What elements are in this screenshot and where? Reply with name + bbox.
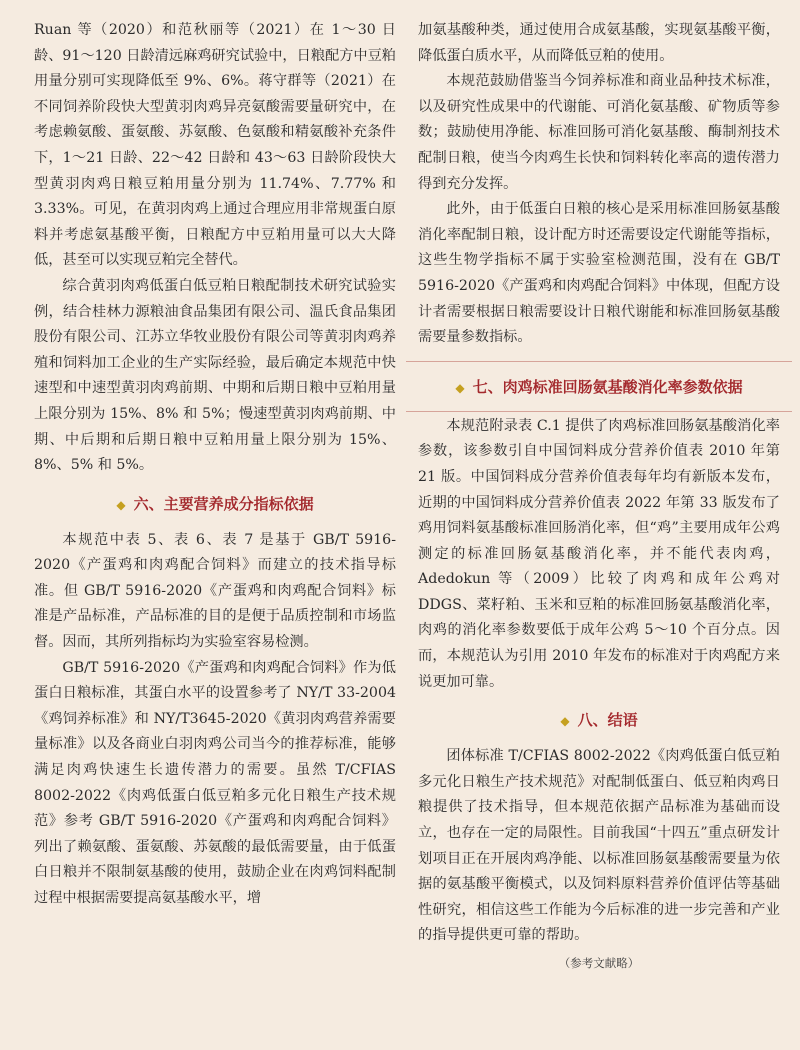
paragraph: Ruan 等（2020）和范秋丽等（2021）在 1～30 日龄、91～120 日龄清远麻鸡研究试验中，日粮配方中豆粕用量分别可实现降低至 9%、6%。蒋守群等（2021）在不同饲养阶段快大型黄羽肉鸡异亮氨酸需要量研究中，在考虑赖氨酸、蛋氨酸、苏氨酸、色氨酸和精氨酸补充条件下，1～21 日龄、22～42 日龄和 43～63 日龄阶段快大型黄羽肉鸡日粮豆粕用量分别为 11.74%、7.77% 和 3.33%。可见，在黄羽肉鸡上通过合理应用非常规蛋白原料并考虑氨基酸平衡，日粮配方中豆粕用量可以大大降低，甚至可以实现豆粕完全替代。 (34, 22, 396, 269)
section-heading-text: 八、结语 (577, 711, 638, 730)
diamond-icon: ◆ (560, 714, 570, 729)
diamond-icon: ◆ (116, 497, 126, 512)
paragraph: 综合黄羽肉鸡低蛋白低豆粕日粮配制技术研究试验实例，结合桂林力源粮油食品集团有限公司、温氏食品集团股份有限公司、江苏立华牧业股份有限公司等黄羽肉鸡养殖和饲料加工企业的生产实际经验，最后确定本规范中快速型和中速型黄羽肉鸡前期、中期和后期日粮中豆粕用量上限分别为 15%、8% 和 5%；慢速型黄羽肉鸡前期、中期、中后期和后期日粮中豆粕用量上限分别为 15%、8%、5% 和 5%。 (34, 277, 396, 474)
divider (406, 361, 792, 362)
paragraph: 此外，由于低蛋白日粮的核心是采用标准回肠氨基酸消化率配制日粮，设计配方时还需要设定代谢能等指标，这些生物学指标不属于实验室检测范围，没有在 GB/T 5916-2020《产蛋鸡和肉鸡配合饲料》中体现，但配方设计者需要根据日粮需要设计日粮代谢能和标准回肠氨基酸需要量参数指标。 (418, 201, 780, 346)
left-column (34, 18, 396, 912)
section-heading-6 (34, 491, 396, 518)
divider (406, 411, 792, 412)
references-note: （参考文献略） (558, 956, 640, 970)
paragraph: 加氨基酸种类，通过使用合成氨基酸，实现氨基酸平衡，降低蛋白质水平，从而降低豆粕的使用。 (418, 22, 780, 64)
paragraph: GB/T 5916-2020《产蛋鸡和肉鸡配合饲料》作为低蛋白日粮标准，其蛋白水平的设置参考了 NY/T 33-2004《鸡饲养标准》和 NY/T3645-2020《黄羽肉鸡营养需要量标准》以及各商业白羽肉鸡公司当今的推荐标准，能够满足肉鸡快速生长遗传潜力的需要。虽然 T/CFIAS 8002-2022《肉鸡低蛋白低豆粕多元化日粮生产技术规范》参考 GB/T 5916-2020《产蛋鸡和肉鸡配合饲料》列出了赖氨酸、蛋氨酸、苏氨酸的最低需要量，由于低蛋白日粮并不限制氨基酸的使用，鼓励企业在肉鸡饲料配制过程中根据需要提高氨基酸水平，增 (34, 659, 396, 906)
section-heading-text: 七、肉鸡标准回肠氨基酸消化率参数依据 (472, 377, 743, 396)
paragraph: 团体标准 T/CFIAS 8002-2022《肉鸡低蛋白低豆粕多元化日粮生产技术规范》对配制低蛋白、低豆粕肉鸡日粮提供了技术指导，但本规范依据产品标准为基础而设立，也存在一定的局限性。目前我国“十四五”重点研发计划项目正在开展肉鸡净能、以标准回肠氨基酸需要量为依据的氨基酸平衡模式，以及饲料原料营养价值评估等基础性研究，相信这些工作能为今后标准的进一步完善和产业的指导提供更可靠的帮助。 (418, 748, 780, 944)
diamond-icon: ◆ (455, 380, 465, 395)
right-column (418, 18, 780, 977)
section-heading-text: 六、主要营养成分指标依据 (133, 494, 314, 513)
section-heading-8 (418, 707, 780, 734)
paragraph: 本规范附录表 C.1 提供了肉鸡标准回肠氨基酸消化率参数，该参数引自中国饲料成分营养价值表 2010 年第 21 版。中国饲料成分营养价值表每年均有新版本发布，近期的中国饲料成分营养价值表 2022 年第 33 版发布了鸡用饲料氨基酸标准回肠消化率，但“鸡”主要用成年公鸡测定的标准回肠氨基酸消化率，并不能代表肉鸡，Adedokun 等（2009）比较了肉鸡和成年公鸡对 DDGS、菜籽粕、玉米和豆粕的标准回肠氨基酸消化率，肉鸡的消化率参数要低于成年公鸡 5～10 个百分点。因而，本规范认为引用 2010 年发布的标准对于肉鸡配方来说更加可靠。 (418, 417, 780, 690)
paragraph: 本规范中表 5、表 6、表 7 是基于 GB/T 5916-2020《产蛋鸡和肉鸡配合饲料》而建立的技术指导标准。但 GB/T 5916-2020《产蛋鸡和肉鸡配合饲料》标准是产品标准，产品标准的目的是便于品质控制和市场监督。因而，其所列指标均为实验室容易检测。 (34, 531, 396, 651)
section-heading-7 (418, 374, 780, 401)
paragraph: 本规范鼓励借鉴当今饲养标准和商业品种技术标准，以及研究性成果中的代谢能、可消化氨基酸、矿物质等参数；鼓励使用净能、标准回肠可消化氨基酸、酶制剂技术配制日粮，使当今肉鸡生长快和饲料转化率高的遗传潜力得到充分发挥。 (418, 73, 780, 192)
